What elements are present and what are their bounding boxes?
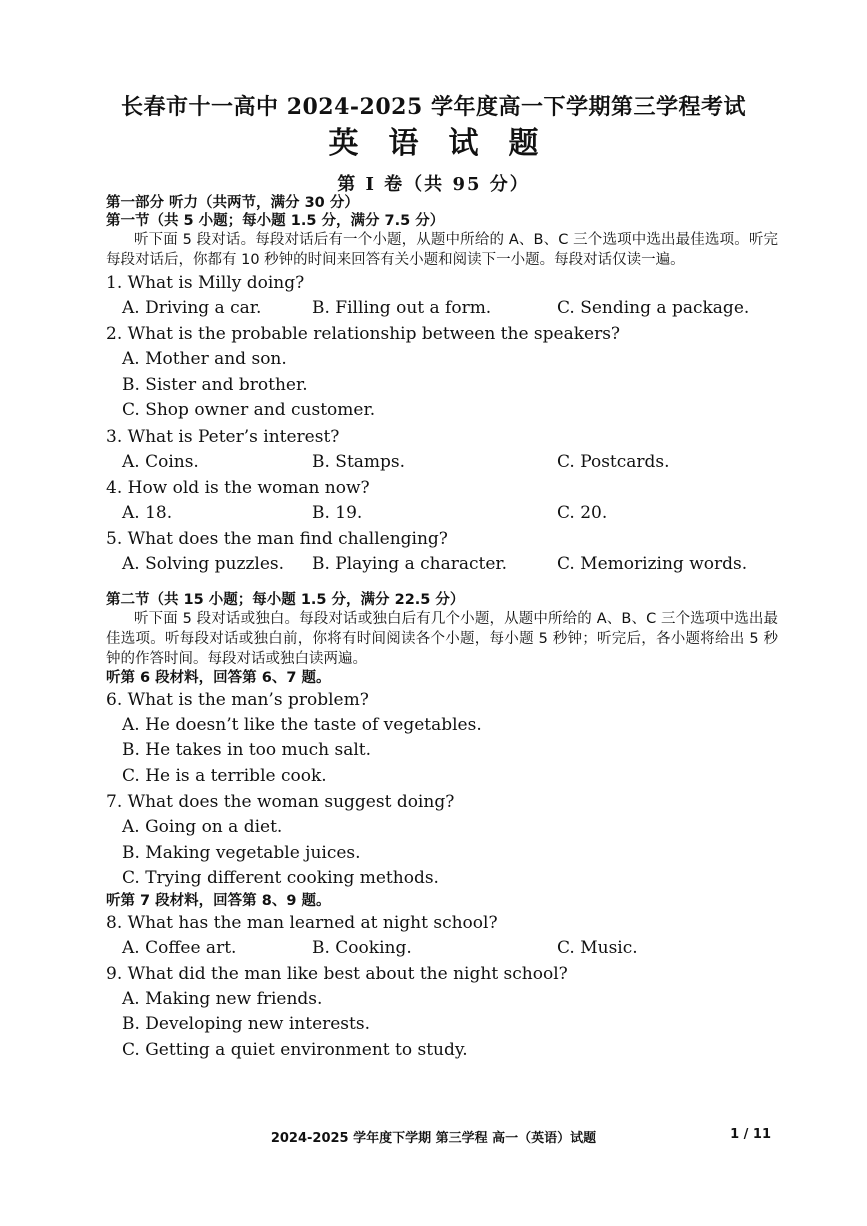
option-b: B. Filling out a form. <box>312 298 492 318</box>
option-c: C. 20. <box>557 502 608 523</box>
option-a: A. Coffee art. <box>122 937 237 958</box>
option-c: C. He is a terrible cook. <box>122 765 327 786</box>
option-a: A. Driving a car. <box>122 298 262 318</box>
option-a: A. Solving puzzles. <box>122 553 285 574</box>
option-c: C. Trying different cooking methods. <box>122 868 439 888</box>
option-b: B. 19. <box>312 502 363 523</box>
page-number: 1 / 11 <box>730 1127 771 1142</box>
question-5-options <box>106 552 778 577</box>
section2-title: 第二节（共 15 小题；每小题 1.5 分，满分 22.5 分） <box>106 591 465 608</box>
question-2: 2. What is the probable relationship between the speakers? <box>106 324 621 344</box>
option-a: A. Mother and son. <box>122 349 287 369</box>
question-3: 3. What is Peter’s interest? <box>106 426 340 447</box>
section2-instructions: 听下面 5 段对话或独白。每段对话或独白后有几个小题，从题中所给的 A、B、C 三个选项中选出最佳选项。听每段对话或独白前，你将有时间阅读各个小题，每小题 5 秒钟；听完后，各小题将给出 5 秒钟的作答时间。每段对话或独白读两遍。 <box>106 610 778 667</box>
option-a: A. Making new friends. <box>122 988 323 1009</box>
option-b: B. Cooking. <box>312 937 412 958</box>
section1-instructions: 听下面 5 段对话。每段对话后有一个小题，从题中所给的 A、B、C 三个选项中选出最佳选项。听完每段对话后，你都有 10 秒钟的时间来回答有关小题和阅读下一小题。每段对话仅读一遍。 <box>106 232 778 268</box>
option-a: A. He doesn’t like the taste of vegetables. <box>122 714 482 735</box>
option-c: C. Shop owner and customer. <box>122 400 376 420</box>
question-5: 5. What does the man find challenging? <box>106 528 448 549</box>
option-c: C. Getting a quiet environment to study. <box>122 1039 468 1060</box>
footer-text: 2024-2025 学年度下学期 第三学程 高一（英语）试题 <box>270 1131 597 1146</box>
subject-title: 英语试题 <box>328 126 569 161</box>
option-c: C. Music. <box>557 937 638 958</box>
question-1: 1. What is Milly doing? <box>106 273 305 293</box>
question-9: 9. What did the man like best about the night school? <box>106 963 568 984</box>
section1-title: 第一节（共 5 小题；每小题 1.5 分，满分 7.5 分） <box>106 213 445 229</box>
question-4: 4. How old is the woman now? <box>106 477 370 498</box>
option-b: B. Making vegetable juices. <box>122 842 361 863</box>
question-8: 8. What has the man learned at night school? <box>106 912 498 933</box>
material-7-header: 听第 7 段材料，回答第 8、9 题。 <box>106 892 331 909</box>
option-b: B. Sister and brother. <box>122 374 308 395</box>
option-b: B. Stamps. <box>312 451 406 472</box>
option-b: B. Developing new interests. <box>122 1014 370 1034</box>
question-1-options <box>106 296 778 321</box>
question-8-options <box>106 936 778 961</box>
exam-title: 长春市十一高中 2024-2025 学年度高一下学期第三学程考试 <box>121 94 746 120</box>
material-6-header: 听第 6 段材料，回答第 6、7 题。 <box>106 669 331 686</box>
part1-title: 第一部分 听力（共两节，满分 30 分） <box>106 195 359 211</box>
option-a: A. 18. <box>122 502 173 523</box>
option-b: B. He takes in too much salt. <box>122 740 372 760</box>
question-4-options <box>106 501 778 526</box>
question-6: 6. What is the man’s problem? <box>106 689 369 710</box>
exam-content <box>106 194 778 1063</box>
question-3-options <box>106 450 778 475</box>
volume-title: 第 I 卷（共 95 分） <box>337 174 530 195</box>
option-c: C. Sending a package. <box>557 298 750 318</box>
option-a: A. Going on a diet. <box>122 817 283 837</box>
spacer <box>106 577 778 591</box>
option-c: C. Postcards. <box>557 451 670 472</box>
option-b: B. Playing a character. <box>312 553 508 574</box>
option-a: A. Coins. <box>122 451 199 472</box>
question-7: 7. What does the woman suggest doing? <box>106 792 455 812</box>
option-c: C. Memorizing words. <box>557 553 748 574</box>
